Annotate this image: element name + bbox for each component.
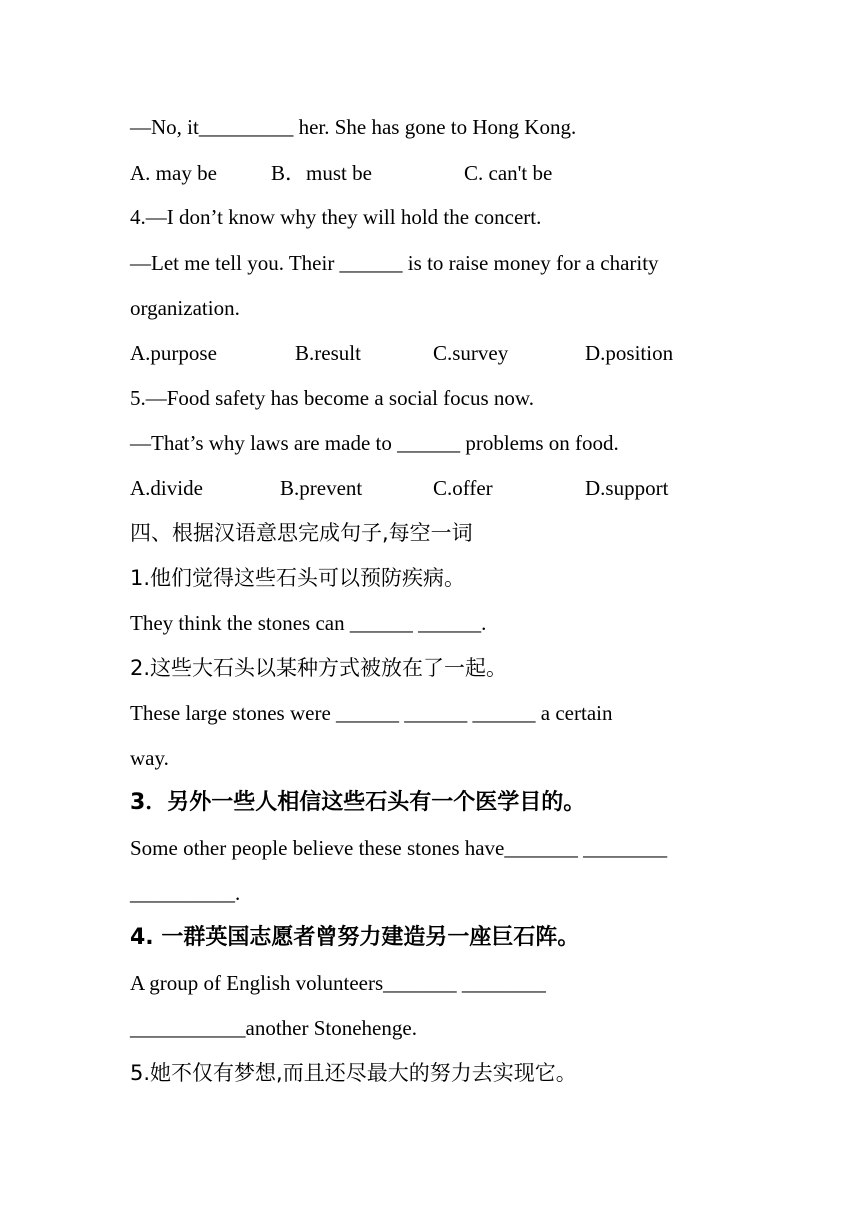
q5-question: 5.—Food safety has become a social focus now. <box>130 386 534 410</box>
q5-option-c: C.offer <box>433 476 493 500</box>
q5-option-b: B.prevent <box>280 476 363 500</box>
section4-item-2-english-line-1: These large stones were ______ ______ ______ a certain <box>130 701 613 725</box>
q4-answer-line-2: organization. <box>130 296 240 320</box>
q3-answer-line: —No, it_________ her. She has gone to Hong Kong. <box>130 115 577 139</box>
q5-options <box>130 473 730 503</box>
q5-option-d: D.support <box>585 476 669 500</box>
section4-item-3-english-line-1: Some other people believe these stones have_______ ________ <box>130 836 668 860</box>
section4-item-5-chinese: 5.她不仅有梦想,而且还尽最大的努力去实现它。 <box>130 1061 577 1085</box>
q4-option-d: D.position <box>585 341 674 365</box>
q4-question: 4.—I don’t know why they will hold the concert. <box>130 205 542 229</box>
q5-option-a: A.divide <box>130 476 203 500</box>
q4-answer-line-1: —Let me tell you. Their ______ is to raise money for a charity <box>130 251 659 275</box>
section4-item-4-english-line-2: ___________another Stonehenge. <box>130 1016 417 1040</box>
section4-item-2-chinese: 2.这些大石头以某种方式被放在了一起。 <box>130 656 508 680</box>
q3-option-a: A. may be <box>130 161 217 185</box>
section4-heading: 四、根据汉语意思完成句子,每空一词 <box>130 521 473 545</box>
q4-options <box>130 338 730 368</box>
q3-option-b: B．must be <box>271 161 372 185</box>
q4-option-a: A.purpose <box>130 341 217 365</box>
section4-item-3-english-line-2: __________. <box>130 881 241 905</box>
q5-answer-line: —That’s why laws are made to ______ problems on food. <box>130 431 619 455</box>
q3-options <box>130 158 730 188</box>
section4-item-1-english: They think the stones can ______ ______. <box>130 611 487 635</box>
section4-item-2-english-line-2: way. <box>130 746 169 770</box>
section4-item-4-english-line-1: A group of English volunteers_______ ________ <box>130 971 546 995</box>
section4-item-3-chinese: 3．另外一些人相信这些石头有一个医学目的。 <box>130 790 586 815</box>
section4-item-4-chinese: 4. 一群英国志愿者曾努力建造另一座巨石阵。 <box>130 925 580 950</box>
q4-option-b: B.result <box>295 341 361 365</box>
q3-option-c: C. can't be <box>464 161 553 185</box>
q4-option-c: C.survey <box>433 341 509 365</box>
section4-item-1-chinese: 1.他们觉得这些石头可以预防疾病。 <box>130 566 466 590</box>
